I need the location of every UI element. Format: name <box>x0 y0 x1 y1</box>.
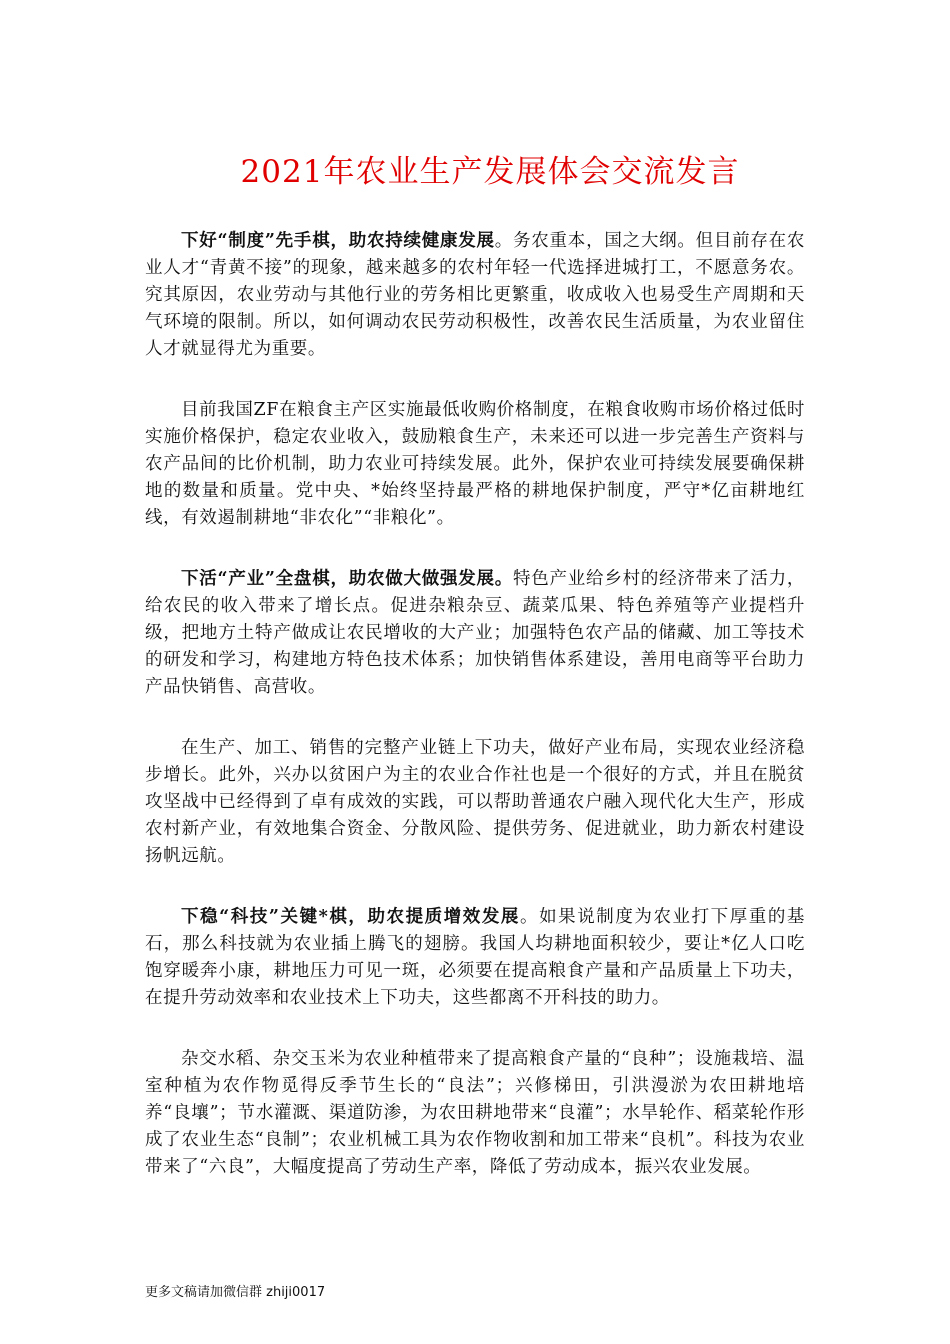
paragraph-3-text: 特色产业给乡村的经济带来了活力，给农民的收入带来了增长点。促进杂粮杂豆、蔬菜瓜果、特色养殖等产业提档升级，把地方土特产做成让农民增收的大产业；加强特色农产品的储藏、加工等技术的研发和学习，构建地方特色技术体系；加快销售体系建设，善用电商等平台助力产品快销售、高营收。 <box>145 569 805 697</box>
footer-note: 更多文稿请加微信群 zhiji0017 <box>145 1285 326 1300</box>
paragraph-1 <box>145 228 805 363</box>
document-body <box>145 228 805 1215</box>
paragraph-2-text: 目前我国ZF在粮食主产区实施最低收购价格制度，在粮食收购市场价格过低时实施价格保护，稳定农业收入，鼓励粮食生产，未来还可以进一步完善生产资料与农产品间的比价机制，助力农业可持续发展。此外，保护农业可持续发展要确保耕地的数量和质量。党中央、*始终坚持最严格的耕地保护制度，严守*亿亩耕地红线，有效遏制耕地“非农化”“非粮化”。 <box>145 400 805 528</box>
paragraph-3-heading: 下活“产业”全盘棋，助农做大做强发展。 <box>181 569 514 589</box>
paragraph-6 <box>145 1046 805 1181</box>
paragraph-3 <box>145 566 805 701</box>
paragraph-2 <box>145 397 805 532</box>
paragraph-6-text: 杂交水稻、杂交玉米为农业种植带来了提高粮食产量的“良种”；设施栽培、温室种植为农作物觅得反季节生长的“良法”；兴修梯田，引洪漫淤为农田耕地培养“良壤”；节水灌溉、渠道防渗，为农田耕地带来“良灌”；水旱轮作、稻菜轮作形成了农业生态“良制”；农业机械工具为农作物收割和加工带来“良机”。科技为农业带来了“六良”，大幅度提高了劳动生产率，降低了劳动成本，振兴农业发展。 <box>145 1049 805 1177</box>
document-title: 2021年农业生产发展体会交流发言 <box>240 154 740 190</box>
paragraph-1-heading: 下好“制度”先手棋，助农持续健康发展 <box>181 231 495 251</box>
paragraph-4-text: 在生产、加工、销售的完整产业链上下功夫，做好产业布局，实现农业经济稳步增长。此外，兴办以贫困户为主的农业合作社也是一个很好的方式，并且在脱贫攻坚战中已经得到了卓有成效的实践，可以帮助普通农户融入现代化大生产，形成农村新产业，有效地集合资金、分散风险、提供劳务、促进就业，助力新农村建设扬帆远航。 <box>145 738 805 866</box>
paragraph-5-heading: 下稳“科技”关键*棋，助农提质增效发展 <box>181 907 520 927</box>
paragraph-1-text: 。务农重本，国之大纲。但目前存在农业人才“青黄不接”的现象，越来越多的农村年轻一代选择进城打工，不愿意务农。究其原因，农业劳动与其他行业的劳务相比更繁重，收成收入也易受生产周期和天气环境的限制。所以，如何调动农民劳动积极性，改善农民生活质量，为农业留住人才就显得尤为重要。 <box>145 231 806 359</box>
paragraph-4 <box>145 735 805 870</box>
paragraph-5 <box>145 904 805 1012</box>
paragraph-5-text: 。如果说制度为农业打下厚重的基石，那么科技就为农业插上腾飞的翅膀。我国人均耕地面积较少，要让*亿人口吃饱穿暖奔小康，耕地压力可见一斑，必须要在提高粮食产量和产品质量上下功夫，在提升劳动效率和农业技术上下功夫，这些都离不开科技的助力。 <box>145 907 805 1008</box>
